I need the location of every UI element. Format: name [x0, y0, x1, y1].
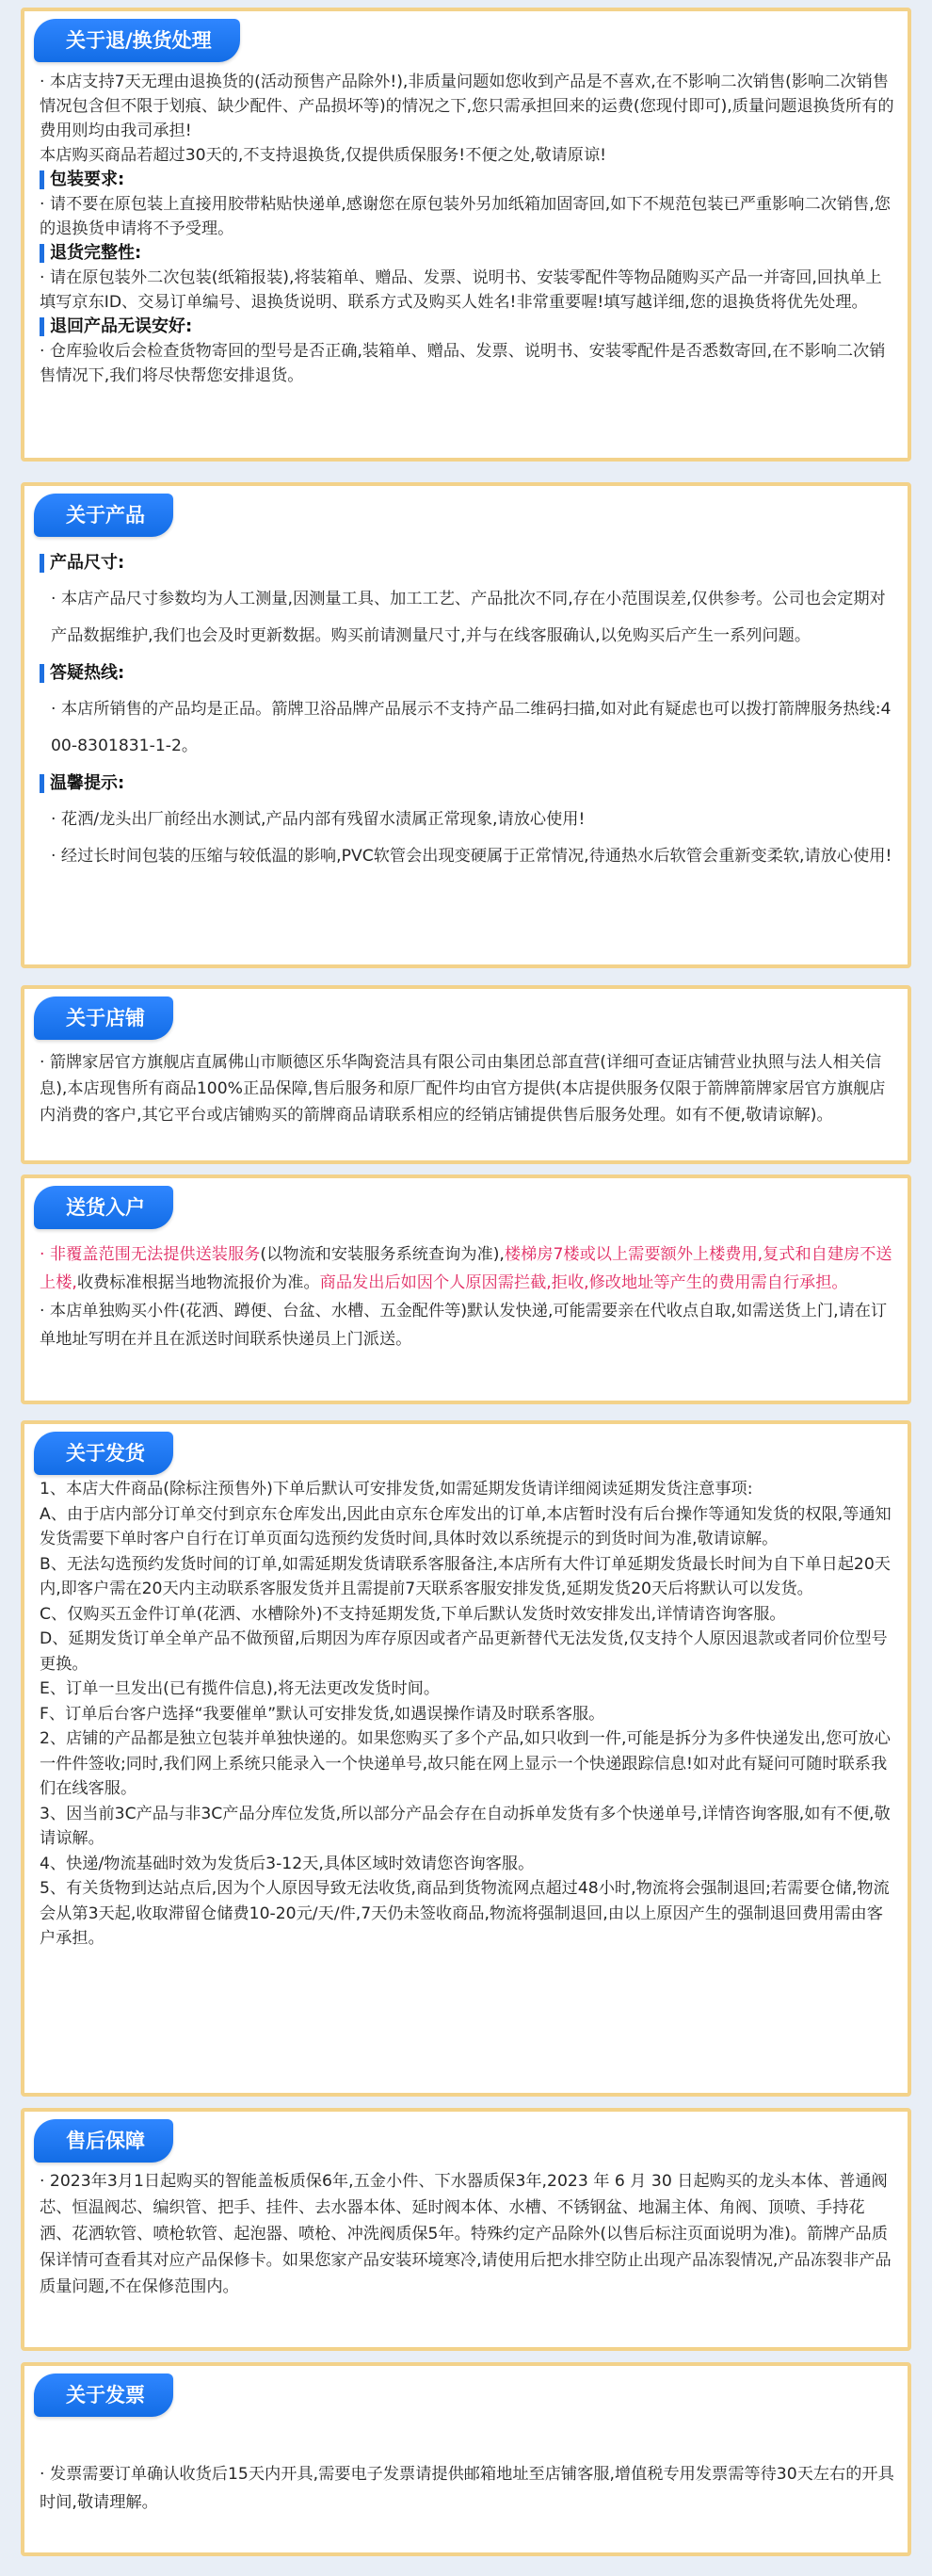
returns-content	[40, 70, 894, 388]
heading-bar	[40, 170, 44, 189]
delivery-red-3: 商品发出后如因个人原因需拦截,拒收,修改地址等产生的费用需自行承担。	[319, 1273, 848, 1292]
returns-panel	[21, 8, 911, 462]
product-title: 关于产品	[34, 494, 173, 537]
aftersales-text: · 2023年3月1日起购买的智能盖板质保6年,五金小件、下水器质保3年,2023 年 6 月 30 日起购买的龙头本体、普通阀芯、恒温阀芯、编织管、把手、挂件、去水器本体、延时阀本体、水槽、不锈钢盆、地漏主体、角阀、顶喷、手持花洒、花洒软管、喷枪软管、起泡器、喷枪、冲洗阀质保5年。特殊约定产品除外(以售后标注页面说明为准)。箭牌产品质保详情可查看其对应产品保修卡。如果您家产品安装环境寒冷,请使用后把水排空防止出现产品冻裂情况,产品冻裂非产品质量问题,不在保修范围内。	[40, 2172, 892, 2296]
aftersales-panel	[21, 2108, 911, 2351]
completeness-text: · 请在原包装外二次包装(纸箱报装),将装箱单、赠品、发票、说明书、安装零配件等物品随购买产品一并寄回,回执单上填写京东ID、交易订单编号、退换货说明、联系方式及购买人姓名!非常重要喔!填写越详细,您的退换货将优先处理。	[40, 268, 882, 312]
store-content	[40, 1049, 894, 1128]
shipping-line: 2、店铺的产品都是独立包装并单独快递的。如果您购买了多个产品,如只收到一件,可能是拆分为多件快递发出,您可放心一件件签收;同时,我们网上系统只能录入一个快递单号,故只能在网上显示一个快递跟踪信息!如对此有疑问可随时联系我们在线客服。	[40, 1729, 891, 1798]
shipping-line: 1、本店大件商品(除标注预售外)下单后默认可安排发货,如需延期发货请详细阅读延期发货注意事项:	[40, 1480, 753, 1499]
size-text: · 本店产品尺寸参数均为人工测量,因测量工具、加工工艺、产品批次不同,存在小范围误差,仅供参考。公司也会定期对产品数据维护,我们也会及时更新数据。购买前请测量尺寸,并与在线客服确认,以免购买后产生一系列问题。	[51, 590, 886, 645]
returns-intro: · 本店支持7天无理由退换货的(活动预售产品除外!),非质量问题如您收到产品是不喜欢,在不影响二次销售(影响二次销售情况包含但不限于划痕、缺少配件、产品损坏等)的情况之下,您只需承担回来的运费(您现付即可),质量问题退换货所有的费用则均由我司承担!	[40, 73, 894, 140]
accuracy-heading	[40, 315, 894, 339]
completeness-title: 退货完整性:	[50, 243, 142, 263]
heading-bar	[40, 664, 44, 683]
store-panel	[21, 985, 911, 1164]
delivery-content	[40, 1240, 894, 1353]
delivery-notice	[40, 1240, 894, 1297]
shipping-line: A、由于店内部分订单交付到京东仓库发出,因此由京东仓库发出的订单,本店暂时没有后台操作等通知发货的权限,等通知发货需要下单时客户自行在订单页面勾选预约发货时间,具体时效以系统提示的到货时间为准,敬请谅解。	[40, 1504, 892, 1548]
product-panel	[21, 482, 911, 968]
heading-bar	[40, 244, 44, 263]
tip-2: · 经过长时间包装的压缩与较低温的影响,PVC软管会出现变硬属于正常情况,待通热水后软管会重新变柔软,请放心使用!	[51, 847, 892, 866]
completeness-heading	[40, 241, 894, 266]
shipping-line: 4、快递/物流基础时效为发货后3-12天,具体区域时效请您咨询客服。	[40, 1854, 535, 1873]
size-title: 产品尺寸:	[50, 553, 125, 573]
delivery-red-1: · 非覆盖范围无法提供送装服务	[40, 1245, 261, 1264]
shipping-line: 5、有关货物到达站点后,因为个人原因导致无法收货,商品到货物流网点超过48小时,物流将会强制退回;若需要仓储,物流会从第3天起,收取滞留仓储费10-20元/天/件,7天仍未签收商品,物流将强制退回,由以上原因产生的强制退回费用需由客户承担。	[40, 1879, 890, 1948]
shipping-line: C、仅购买五金件订单(花洒、水槽除外)不支持延期发货,下单后默认发货时效安排发出,详情请咨询客服。	[40, 1604, 786, 1624]
store-title: 关于店铺	[34, 996, 173, 1040]
store-text: · 箭牌家居官方旗舰店直属佛山市顺德区乐华陶瓷洁具有限公司由集团总部直营(详细可查证店铺营业执照与法人相关信息),本店现售所有商品100%正品保障,售后服务和原厂配件均由官方提供(本店提供服务仅限于箭牌箭牌家居官方旗舰店内消费的客户,其它平台或店铺购买的箭牌商品请联系相应的经销店铺提供售后服务处理。如有不便,敬请谅解)。	[40, 1053, 886, 1125]
aftersales-title: 售后保障	[34, 2119, 173, 2163]
invoice-panel	[21, 2362, 911, 2556]
size-heading	[40, 544, 894, 581]
invoice-title: 关于发票	[34, 2373, 173, 2417]
returns-title: 关于退/换货处理	[34, 19, 240, 62]
packaging-text: · 请不要在原包装上直接用胶带粘贴快递单,感谢您在原包装外另加纸箱加固寄回,如下不规范包装已严重影响二次销售,您的退换货申请将不予受理。	[40, 195, 891, 238]
hotline-text: · 本店所销售的产品均是正品。箭牌卫浴品牌产品展示不支持产品二维码扫描,如对此有疑虑也可以拨打箭牌服务热线:400-8301831-1-2。	[51, 700, 892, 755]
shipping-panel	[21, 1420, 911, 2097]
returns-notice: 本店购买商品若超过30天的,不支持退换货,仅提供质保服务!不便之处,敬请原谅!	[40, 146, 607, 165]
shipping-line: B、无法勾选预约发货时间的订单,如需延期发货请联系客服备注,本店所有大件订单延期发货最长时间为自下单日起20天内,即客户需在20天内主动联系客服发货并且需提前7天联系客服安排发货,延期发货20天后将默认可以发货。	[40, 1554, 891, 1598]
shipping-title: 关于发货	[34, 1432, 173, 1475]
packaging-heading	[40, 168, 894, 192]
invoice-content	[40, 2460, 894, 2517]
shipping-line: E、订单一旦发出(已有揽件信息),将无法更改发货时间。	[40, 1679, 441, 1698]
tips-heading	[40, 765, 894, 802]
tips-title: 温馨提示:	[50, 773, 125, 793]
product-content	[40, 544, 894, 875]
heading-bar	[40, 774, 44, 793]
shipping-content	[40, 1477, 894, 1952]
heading-bar	[40, 554, 44, 573]
accuracy-text: · 仓库验收后会检查货物寄回的型号是否正确,装箱单、赠品、发票、说明书、安装零配件是否悉数寄回,在不影响二次销售情况下,我们将尽快帮您安排退货。	[40, 342, 886, 385]
delivery-title: 送货入户	[34, 1186, 173, 1229]
shipping-line: 3、因当前3C产品与非3C产品分库位发货,所以部分产品会存在自动拆单发货有多个快递单号,详情咨询客服,如有不便,敬请谅解。	[40, 1804, 891, 1848]
tip-1: · 花洒/龙头出厂前经出水测试,产品内部有残留水渍属正常现象,请放心使用!	[51, 810, 586, 829]
hotline-title: 答疑热线:	[50, 663, 125, 683]
delivery-normal-1: (以物流和安装服务系统查询为准),	[260, 1245, 505, 1264]
delivery-panel	[21, 1175, 911, 1404]
packaging-title: 包装要求:	[50, 170, 125, 189]
heading-bar	[40, 317, 44, 336]
aftersales-content	[40, 2168, 894, 2300]
hotline-heading	[40, 655, 894, 691]
invoice-text: · 发票需要订单确认收货后15天内开具,需要电子发票请提供邮箱地址至店铺客服,增值税专用发票需等待30天左右的开具时间,敬请理解。	[40, 2465, 894, 2512]
accuracy-title: 退回产品无误安好:	[50, 316, 193, 336]
shipping-line: D、延期发货订单全单产品不做预留,后期因为库存原因或者产品更新替代无法发货,仅支持个人原因退款或者同价位型号更换。	[40, 1629, 888, 1674]
shipping-line: F、订单后台客户选择“我要催单”默认可安排发货,如遇误操作请及时联系客服。	[40, 1704, 605, 1724]
delivery-normal-2: 收费标准根据当地物流报价为准。	[76, 1273, 320, 1292]
delivery-red-2: 楼梯房7楼或以上需要额外上楼费用,复式和自建房不送上楼,	[40, 1245, 892, 1292]
delivery-text-2: · 本店单独购买小件(花洒、蹲便、台盆、水槽、五金配件等)默认发快递,可能需要亲在代收点自取,如需送货上门,请在订单地址写明在并且在派送时间联系快递员上门派送。	[40, 1302, 888, 1349]
